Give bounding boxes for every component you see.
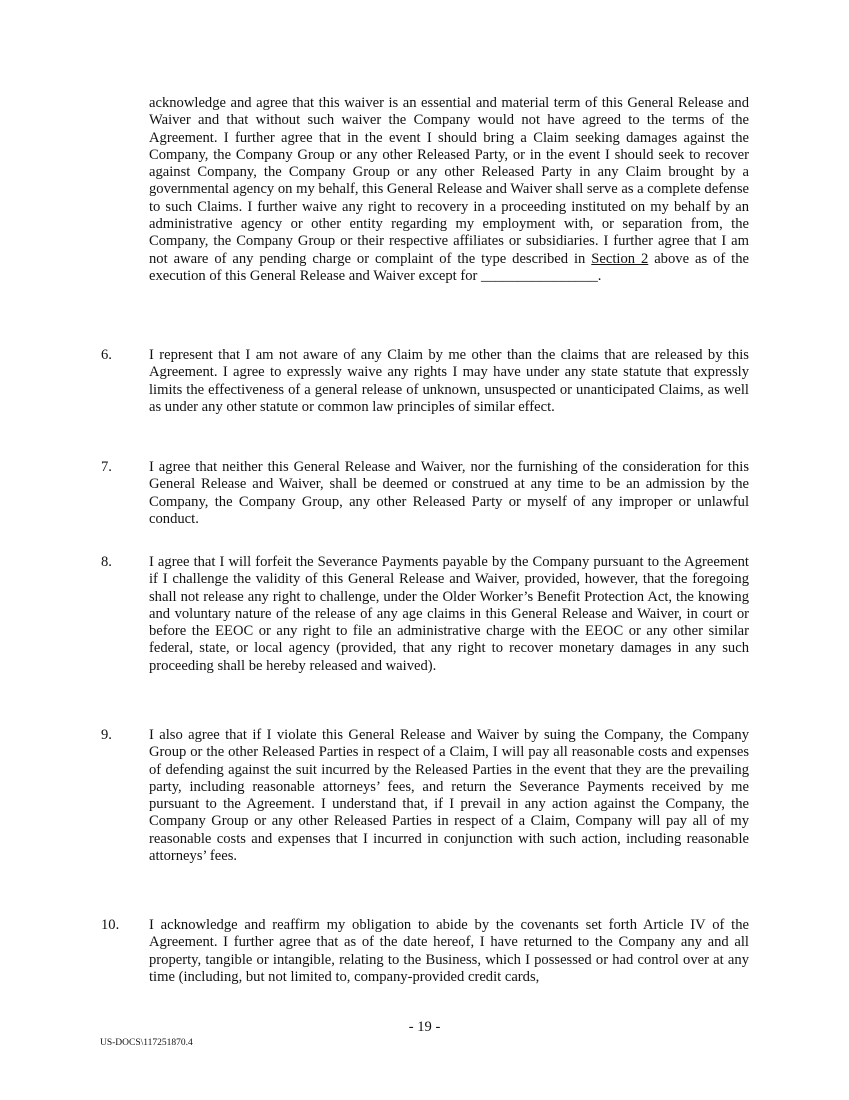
- section-10-text: I acknowledge and reaffirm my obligation to abide by the covenants set forth Article IV of the Agreement. I further agree that as of the date hereof, I have returned to the Company any and all property, tangible or intangible, relating to the Business, which I possessed or had control over at any time (including, but not limited to, company-provided credit cards,: [149, 917, 749, 985]
- continuation-paragraph: [149, 95, 749, 285]
- section-7-text: I agree that neither this General Release and Waiver, nor the furnishing of the consideration for this General Release and Waiver, shall be deemed or construed at any time to be an admission by the Company, the Company Group, any other Released Party or myself of any improper or unlawful conduct.: [149, 459, 749, 527]
- section-10-number: 10.: [101, 917, 120, 933]
- section-6-text: I represent that I am not aware of any Claim by me other than the claims that are released by this Agreement. I agree to expressly waive any rights I may have under any state statute that expressly limits the effectiveness of a general release of unknown, unsuspected or unanticipated Claims, as well as under any other statute or common law principles of similar effect.: [149, 347, 749, 415]
- section-9-text: I also agree that if I violate this General Release and Waiver by suing the Company, the Company Group or the other Released Parties in respect of a Claim, I will pay all reasonable costs and expenses of defending against the suit incurred by the Released Parties in the event that they are the prevailing party, including reasonable attorneys’ fees, and return the Severance Payments received by me pursuant to the Agreement. I understand that, if I prevail in any action against the Company, the Company Group or any other Released Parties in respect of a Claim, Company will pay all of my reasonable costs and expenses that I incurred in conjunction with such action, including reasonable attorneys’ fees.: [149, 727, 749, 865]
- section-8-text: I agree that I will forfeit the Severance Payments payable by the Company pursuant to the Agreement if I challenge the validity of this General Release and Waiver, provided, however, that the foregoing shall not release any right to challenge, under the Older Worker’s Benefit Protection Act, the knowing and voluntary nature of the release of any age claims in this General Release and Waiver, in court or before the EEOC or any right to file an administrative charge with the EEOC or any other similar federal, state, or local agency (provided, that any right to recover monetary damages in any such proceeding shall be hereby released and waived).: [149, 554, 749, 674]
- section-2-reference: Section 2: [591, 250, 649, 267]
- section-6-number: 6.: [101, 347, 112, 363]
- section-7-number: 7.: [101, 459, 112, 475]
- section-9-number: 9.: [101, 727, 112, 743]
- continuation-text-before: acknowledge and agree that this waiver is an essential and material term of this General Release and Waiver and that without such waiver the Company would not have agreed to the terms of the Agreement. I further agree that in the event I should bring a Claim seeking damages against the Company, the Company Group or any other Released Party, or in the event I should seek to recover against Company, the Company Group or any other Released Party in any Claim brought by a governmental agency on my behalf, this General Release and Waiver shall serve as a complete defense to such Claims. I further waive any right to recovery in a proceeding instituted on my behalf by an administrative agency or other entity regarding my employment with, or separation from, the Company, the Company Group or their respective affiliates or subsidiaries. I further agree that I am not aware of any pending charge or complaint of the type described in: [149, 95, 749, 267]
- document-id: US-DOCS\117251870.4: [100, 1038, 193, 1048]
- page-number: - 19 -: [408, 1019, 441, 1035]
- continuation-text-after: above as of the execution of this General Release and Waiver except for ________________.: [149, 250, 749, 284]
- section-8-number: 8.: [101, 554, 112, 570]
